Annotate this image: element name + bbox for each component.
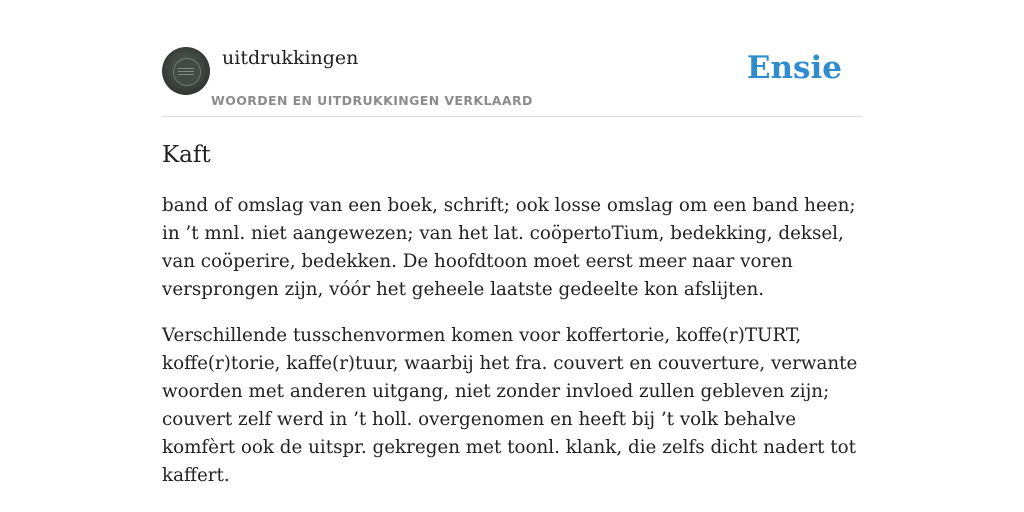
site-avatar[interactable] <box>162 47 210 95</box>
page-title: Kaft <box>162 142 211 168</box>
article-paragraph: Verschillende tusschenvormen komen voor koffertorie, koffe(r)TURT, koffe(r)torie, kaffe(r)tuur, waarbij het fra. couvert en couverture, verwante woorden met anderen uitgang, niet zonder invloed zullen gebleven zijn; couvert zelf werd in ’t holl. overgenomen en heeft bij ’t volk behalve komfèrt ook de uitspr. gekregen met toonl. klank, die zelfs dicht nadert tot kaffert. <box>162 325 858 486</box>
article-paragraph: band of omslag van een boek, schrift; ook losse omslag om een band heen; in ’t mnl. niet aangewezen; van het lat. coöpertoTium, bedekking, deksel, van coöperire, bedekken. De hoofdtoon moet eerst meer naar voren versprongen zijn, vóór het geheele laatste gedeelte kon afslijten. <box>162 195 856 300</box>
avatar-line <box>178 68 194 69</box>
ensie-logo-link[interactable]: Ensie <box>746 50 842 86</box>
site-tagline: WOORDEN EN UITDRUKKINGEN VERKLAARD <box>211 93 533 108</box>
avatar-emblem-icon <box>173 58 201 86</box>
article-body <box>162 192 868 508</box>
avatar-line <box>178 71 194 72</box>
site-header <box>162 0 862 117</box>
site-name-link[interactable]: uitdrukkingen <box>222 47 359 69</box>
avatar-line <box>178 74 194 75</box>
